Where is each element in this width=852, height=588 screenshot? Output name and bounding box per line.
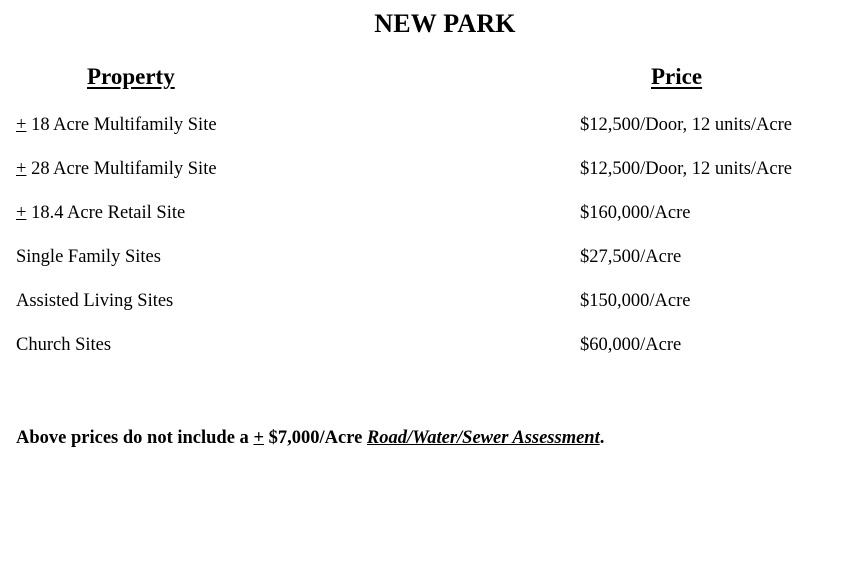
property-name: Assisted Living Sites (16, 291, 174, 311)
plus-minus-sign: + (16, 115, 27, 135)
assessment-footnote (16, 428, 604, 449)
table-row (0, 247, 852, 273)
table-row (0, 159, 852, 185)
property-name (16, 115, 217, 136)
property-price: $12,500/Door, 12 units/Acre (580, 115, 792, 135)
page-title: NEW PARK (374, 9, 516, 38)
plus-minus-sign: + (16, 203, 27, 223)
property-price: $150,000/Acre (580, 291, 691, 311)
plus-minus-sign: + (253, 428, 264, 448)
plus-minus-sign: + (16, 159, 27, 179)
property-label: 18.4 Acre Retail Site (26, 203, 186, 223)
property-price: $12,500/Door, 12 units/Acre (580, 159, 792, 179)
price-column-header: Price (651, 64, 703, 89)
footnote-lead: Above prices do not include a (16, 428, 254, 448)
property-price: $27,500/Acre (580, 247, 682, 267)
assessment-name: Road/Water/Sewer Assessment (366, 428, 600, 448)
table-row (0, 291, 852, 317)
property-label: 28 Acre Multifamily Site (26, 159, 217, 179)
table-row (0, 203, 852, 229)
property-price: $160,000/Acre (580, 203, 691, 223)
property-name (16, 203, 185, 224)
footnote-amount: $7,000/Acre (263, 428, 367, 448)
property-price: $60,000/Acre (580, 335, 682, 355)
table-row (0, 335, 852, 361)
property-name: Church Sites (16, 335, 112, 355)
property-name (16, 159, 217, 180)
table-row (0, 115, 852, 141)
property-column-header: Property (87, 64, 175, 89)
property-name: Single Family Sites (16, 247, 161, 267)
footnote-end: . (599, 428, 605, 448)
property-label: 18 Acre Multifamily Site (26, 115, 217, 135)
